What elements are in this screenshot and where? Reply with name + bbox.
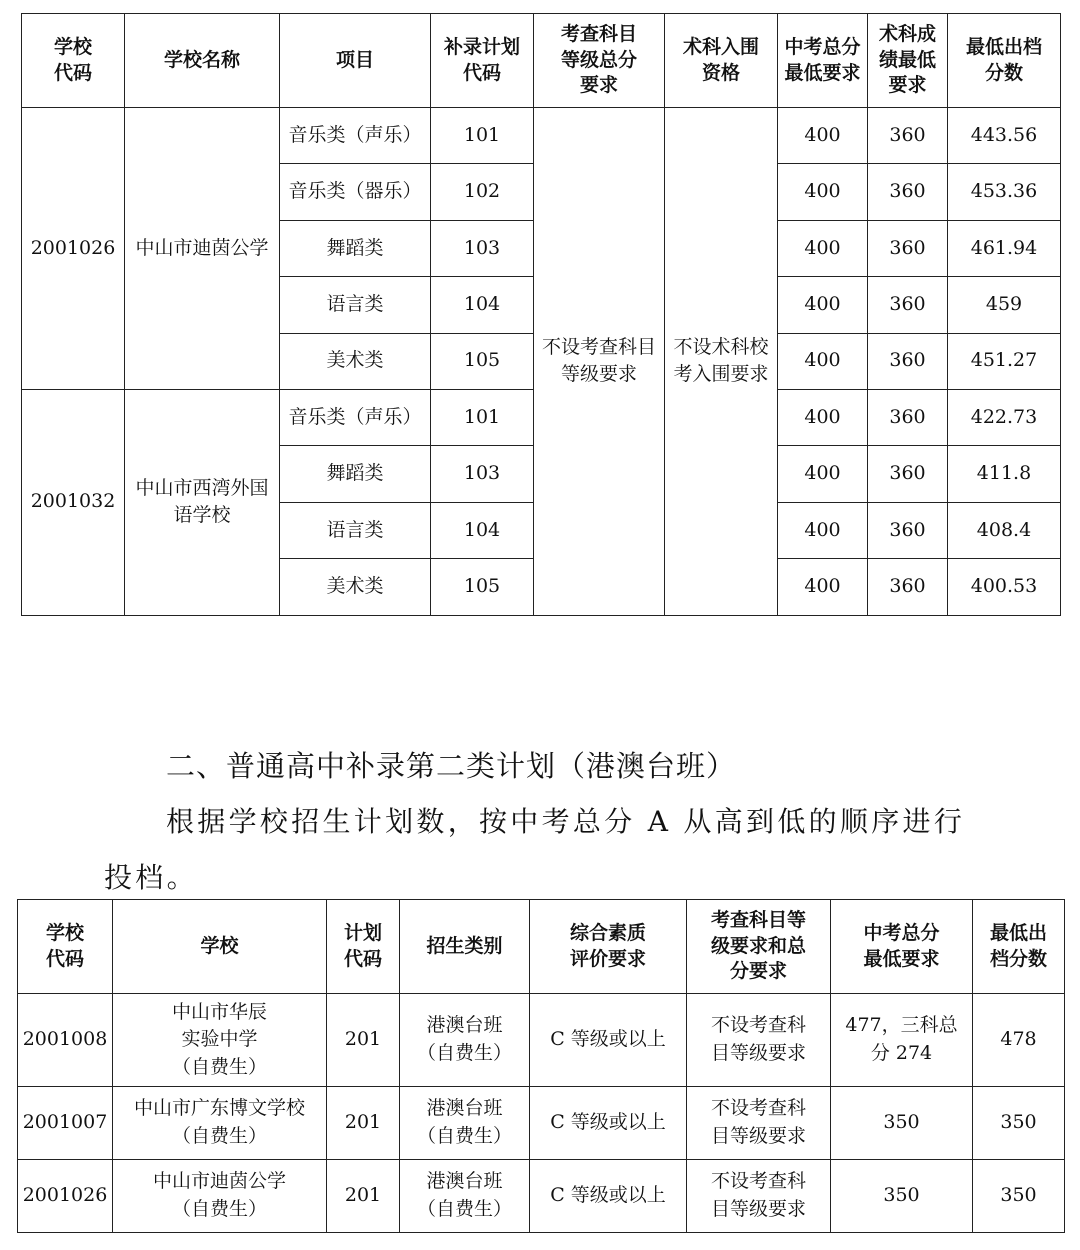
header-quality-requirement: 综合素质 评价要求: [530, 900, 687, 994]
min-total: 400: [778, 389, 868, 445]
plan-code: 103: [431, 220, 534, 276]
art-min: 360: [868, 164, 948, 220]
header-category: 招生类别: [400, 900, 530, 994]
school-code: 2001026: [18, 1160, 113, 1233]
header-min-total: 中考总分 最低要求: [778, 14, 868, 108]
school-code: 2001007: [18, 1087, 113, 1160]
plan-code: 102: [431, 164, 534, 220]
school-name: 中山市华辰 实验中学 （自费生）: [113, 994, 327, 1087]
header-school-code: 学校 代码: [18, 900, 113, 994]
header-item: 项目: [280, 14, 431, 108]
plan-code: 103: [431, 446, 534, 502]
section-paragraph-line1: 根据学校招生计划数，按中考总分 A 从高到低的顺序进行: [166, 805, 966, 838]
category: 港澳台班 （自费生）: [400, 994, 530, 1087]
min-total: 350: [831, 1087, 973, 1160]
plan-code: 201: [327, 1087, 400, 1160]
quality-requirement: C 等级或以上: [530, 994, 687, 1087]
section-paragraph-line2: 投档。: [104, 861, 198, 894]
school-code: 2001008: [18, 994, 113, 1087]
header-min-score: 最低出 档分数: [973, 900, 1065, 994]
level-requirement: 不设考查科 目等级要求: [687, 994, 831, 1087]
school-code: 2001026: [22, 108, 125, 390]
min-score: 411.8: [948, 446, 1061, 502]
header-art-min: 术科成 绩最低 要求: [868, 14, 948, 108]
item: 音乐类（声乐）: [280, 108, 431, 164]
min-score: 350: [973, 1160, 1065, 1233]
header-school-code: 学校 代码: [22, 14, 125, 108]
item: 音乐类（器乐）: [280, 164, 431, 220]
min-total: 400: [778, 164, 868, 220]
art-min: 360: [868, 220, 948, 276]
plan-code: 105: [431, 559, 534, 615]
plan-code: 101: [431, 108, 534, 164]
school-name: 中山市广东博文学校 （自费生）: [113, 1087, 327, 1160]
art-min: 360: [868, 502, 948, 558]
category: 港澳台班 （自费生）: [400, 1160, 530, 1233]
min-score: 408.4: [948, 502, 1061, 558]
item: 舞蹈类: [280, 220, 431, 276]
min-total: 400: [778, 559, 868, 615]
plan-code: 201: [327, 994, 400, 1087]
header-plan-code: 补录计划 代码: [431, 14, 534, 108]
school-name: 中山市迪茵公学: [125, 108, 280, 390]
header-min-score: 最低出档 分数: [948, 14, 1061, 108]
header-level-requirement: 考查科目 等级总分 要求: [534, 14, 665, 108]
min-score: 461.94: [948, 220, 1061, 276]
level-requirement: 不设考查科 目等级要求: [687, 1160, 831, 1233]
min-score: 443.56: [948, 108, 1061, 164]
art-min: 360: [868, 333, 948, 389]
min-total: 350: [831, 1160, 973, 1233]
min-total: 400: [778, 333, 868, 389]
item: 语言类: [280, 277, 431, 333]
item: 美术类: [280, 559, 431, 615]
level-requirement: 不设考查科 目等级要求: [687, 1087, 831, 1160]
plan-code: 105: [431, 333, 534, 389]
header-art-qualification: 术科入围 资格: [665, 14, 778, 108]
table-row: [22, 108, 1061, 164]
category: 港澳台班 （自费生）: [400, 1087, 530, 1160]
min-total: 477，三科总 分 274: [831, 994, 973, 1087]
art-min: 360: [868, 108, 948, 164]
quality-requirement: C 等级或以上: [530, 1160, 687, 1233]
min-score: 459: [948, 277, 1061, 333]
min-score: 400.53: [948, 559, 1061, 615]
min-total: 400: [778, 446, 868, 502]
item: 美术类: [280, 333, 431, 389]
min-total: 400: [778, 220, 868, 276]
table-row: [18, 994, 1065, 1087]
table1-header-row: [22, 14, 1061, 108]
section-heading: 二、普通高中补录第二类计划（港澳台班）: [166, 749, 737, 783]
header-school-name: 学校名称: [125, 14, 280, 108]
min-score: 451.27: [948, 333, 1061, 389]
min-score: 478: [973, 994, 1065, 1087]
art-min: 360: [868, 446, 948, 502]
header-school: 学校: [113, 900, 327, 994]
quality-requirement: C 等级或以上: [530, 1087, 687, 1160]
art-min: 360: [868, 389, 948, 445]
school-name: 中山市西湾外国 语学校: [125, 389, 280, 615]
art-min: 360: [868, 277, 948, 333]
min-total: 400: [778, 108, 868, 164]
item: 语言类: [280, 502, 431, 558]
min-score: 422.73: [948, 389, 1061, 445]
supplementary-plan-table-1: [21, 13, 1061, 616]
plan-code: 201: [327, 1160, 400, 1233]
plan-code: 104: [431, 502, 534, 558]
min-total: 400: [778, 277, 868, 333]
art-min: 360: [868, 559, 948, 615]
item: 舞蹈类: [280, 446, 431, 502]
table-row: [18, 1087, 1065, 1160]
plan-code: 101: [431, 389, 534, 445]
supplementary-plan-table-2: [17, 899, 1065, 1233]
table-row: [18, 1160, 1065, 1233]
item: 音乐类（声乐）: [280, 389, 431, 445]
header-min-total: 中考总分 最低要求: [831, 900, 973, 994]
plan-code: 104: [431, 277, 534, 333]
header-level-and-total-requirement: 考查科目等 级要求和总 分要求: [687, 900, 831, 994]
header-plan-code: 计划 代码: [327, 900, 400, 994]
school-code: 2001032: [22, 389, 125, 615]
art-qualification: 不设术科校 考入围要求: [665, 108, 778, 616]
school-name: 中山市迪茵公学 （自费生）: [113, 1160, 327, 1233]
table2-header-row: [18, 900, 1065, 994]
level-requirement: 不设考查科目 等级要求: [534, 108, 665, 616]
min-total: 400: [778, 502, 868, 558]
min-score: 350: [973, 1087, 1065, 1160]
min-score: 453.36: [948, 164, 1061, 220]
